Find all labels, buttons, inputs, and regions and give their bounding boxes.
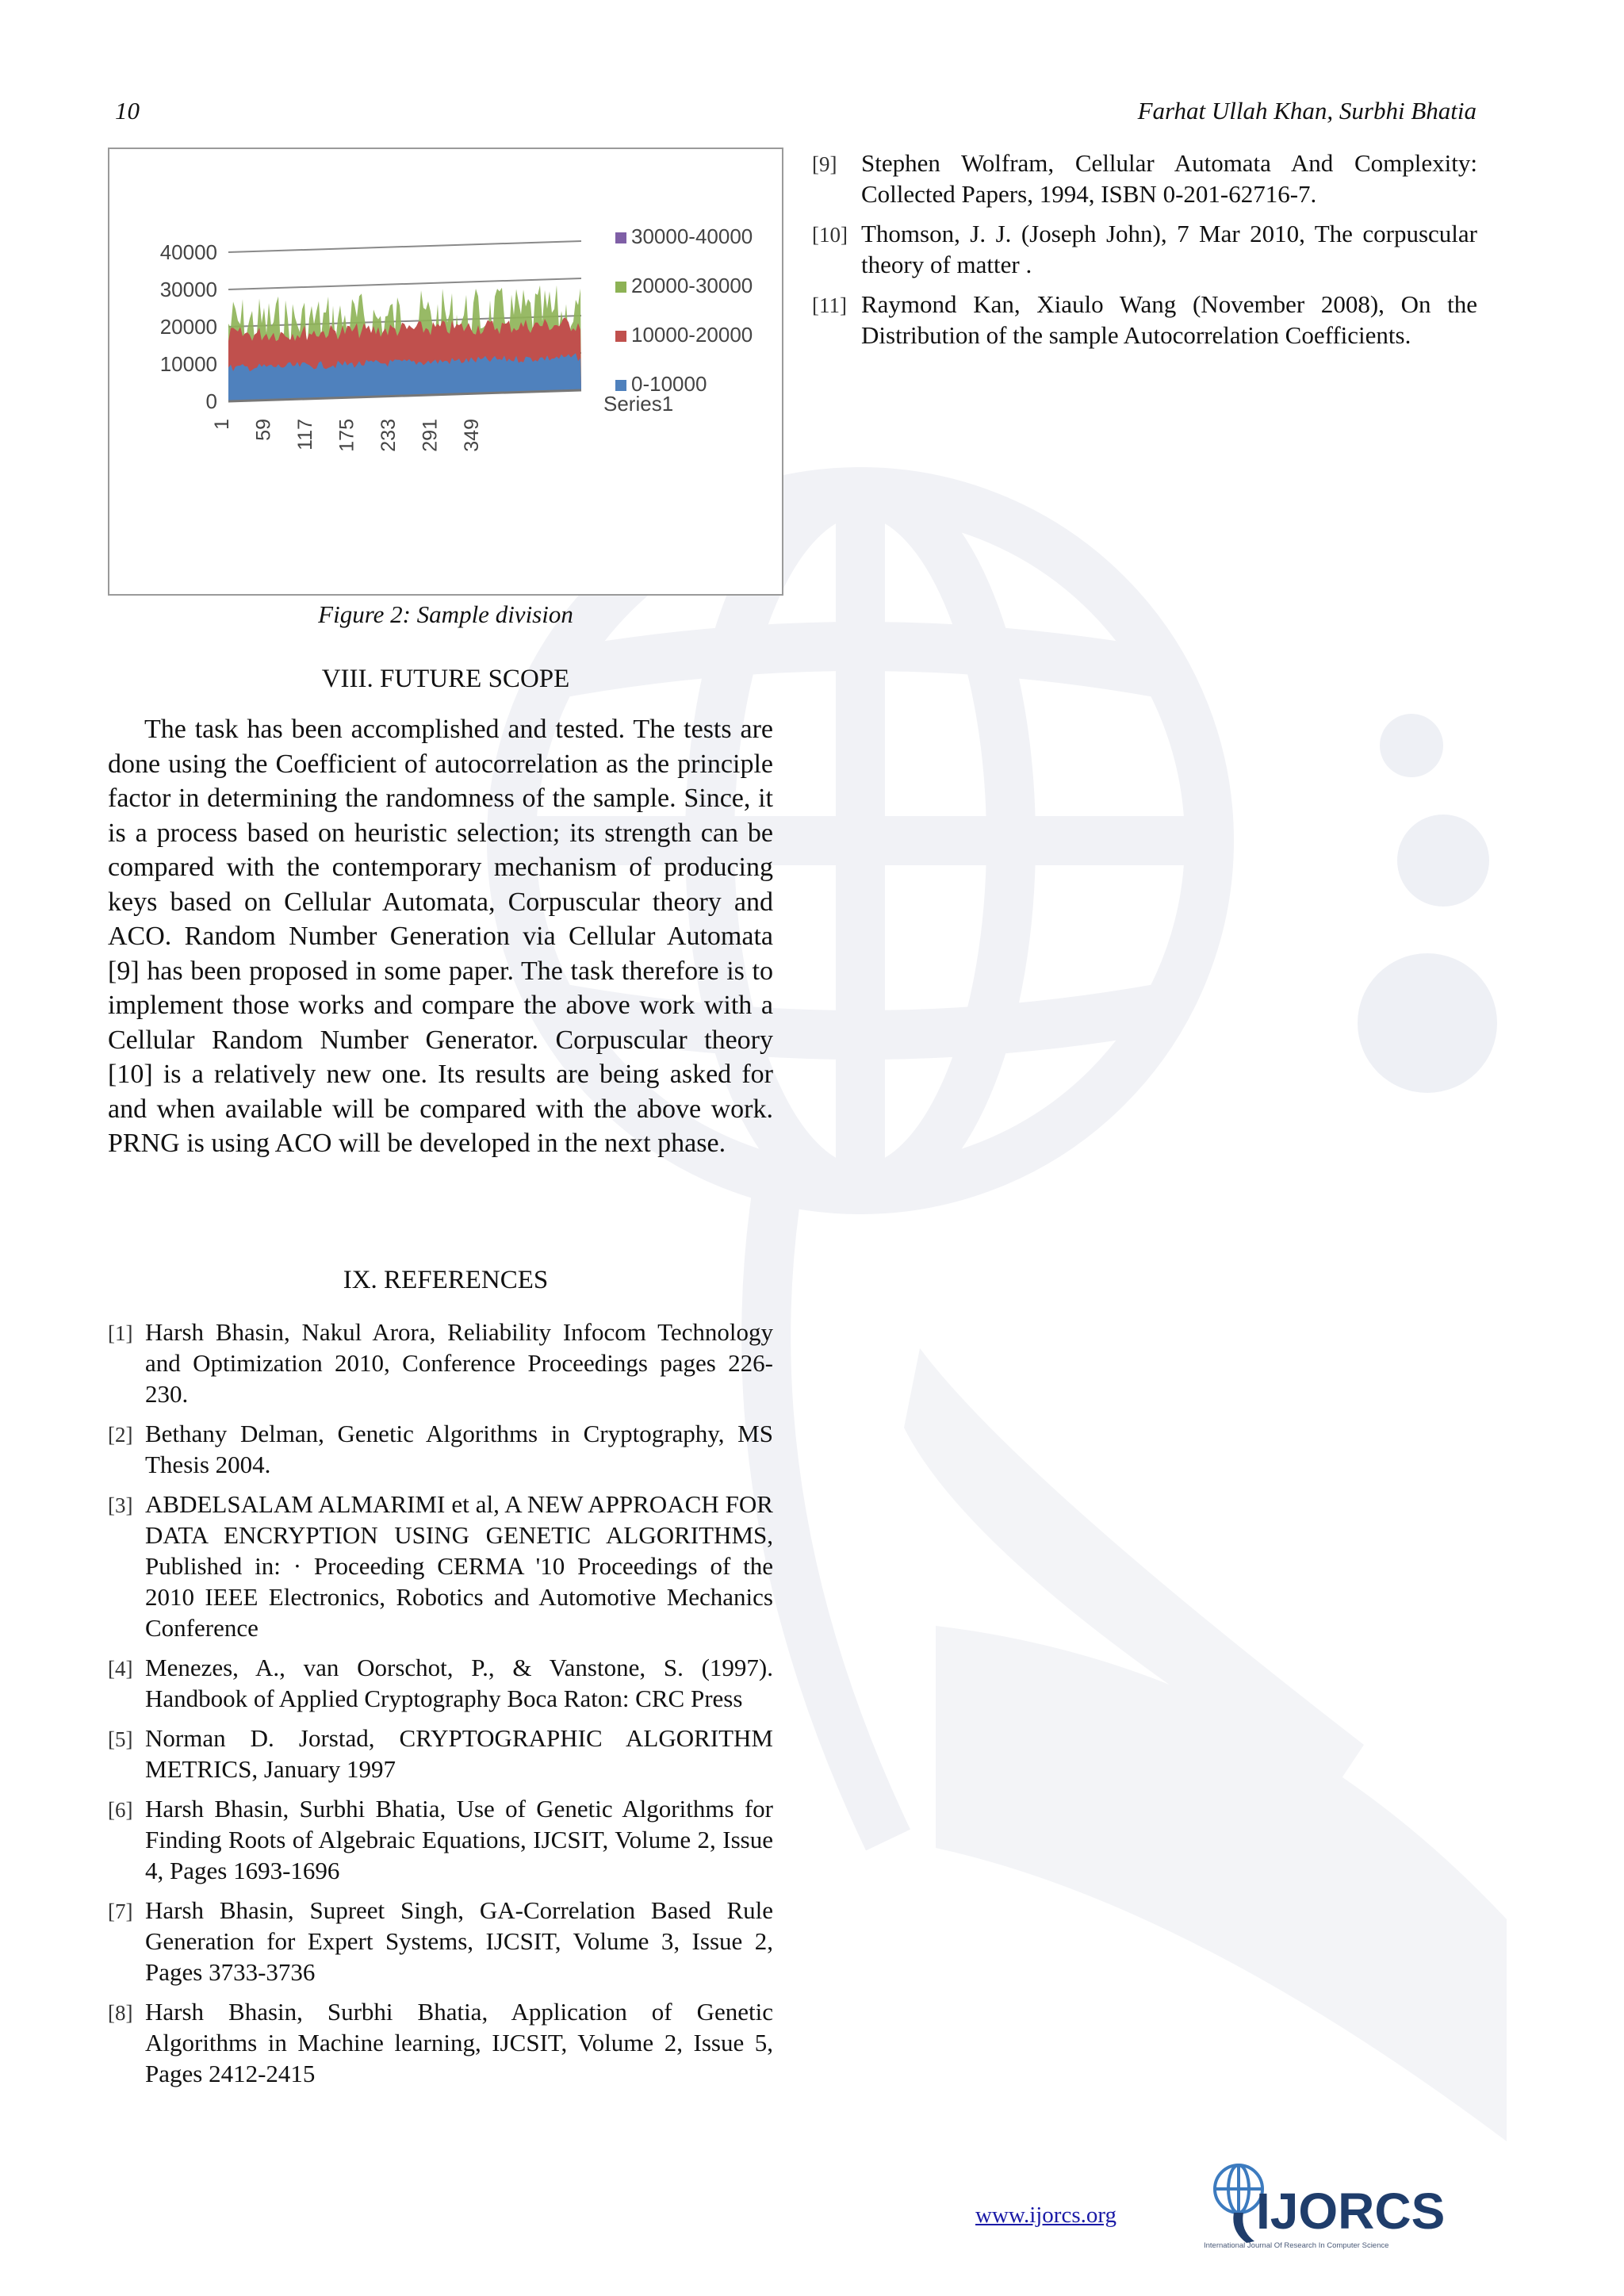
legend-label: 0-10000	[631, 372, 707, 396]
reference-text: Harsh Bhasin, Nakul Arora, Reliability Infocom Technology and Optimization 2010, Conference Proceedings pages 226- 230.	[145, 1318, 773, 1408]
references-list-left	[108, 1317, 773, 2098]
logo-wordmark: IJORCS	[1256, 2183, 1446, 2240]
references-list-right	[812, 148, 1477, 359]
reference-text: Harsh Bhasin, Surbhi Bhatia, Application of Genetic Algorithms in Machine learning, IJCSIT, Volume 2, Issue 5, Pages 2412-2415	[145, 1998, 773, 2087]
reference-item	[108, 1793, 773, 1886]
reference-number: [10]	[812, 223, 848, 247]
future-scope-paragraph: The task has been accomplished and tested. The tests are done using the Coefficient of autocorrelation as the principle factor in determining the randomness of the sample. Since, it is a process based on heuristic selection; its strength can be compared with the contemporary mechanism of producing keys based on Cellular Automata, Corpuscular theory and ACO. Random Number Generation via Cellular Automata [9] has been proposed in some paper. The task therefore is to implement those works and compare the above work with a Cellular Random Number Generator. Corpuscular theory [10] is a relatively new one. Its results are being asked for and when available will be compared with the above work. PRNG is using ACO will be developed in the next phase.	[108, 715, 773, 1158]
reference-text: Norman D. Jorstad, CRYPTOGRAPHIC ALGORITHM METRICS, January 1997	[145, 1724, 773, 1783]
legend-swatch	[615, 380, 626, 391]
legend-swatch	[615, 232, 626, 243]
x-tick-label: 175	[335, 419, 358, 452]
reference-text: Harsh Bhasin, Surbhi Bhatia, Use of Genetic Algorithms for Finding Roots of Algebraic Equations, IJCSIT, Volume 2, Issue 4, Pages 1693-1696	[145, 1795, 773, 1884]
page-number: 10	[115, 97, 140, 125]
reference-number: [9]	[812, 152, 837, 176]
x-tick-label: 1	[211, 419, 233, 430]
legend-swatch	[615, 331, 626, 342]
gridline	[228, 278, 581, 289]
reference-number: [5]	[108, 1727, 133, 1751]
x-tick-label: 349	[461, 419, 483, 452]
y-tick-label: 0	[205, 389, 217, 413]
y-tick-label: 40000	[159, 240, 217, 264]
legend-label: 10000-20000	[631, 323, 753, 347]
reference-number: [1]	[108, 1321, 133, 1345]
reference-text: Thomson, J. J. (Joseph John), 7 Mar 2010, The corpuscular theory of matter .	[861, 220, 1477, 278]
journal-website-link[interactable]: www.ijorcs.org	[975, 2202, 1117, 2228]
reference-item	[108, 1996, 773, 2089]
reference-item	[108, 1895, 773, 1987]
reference-text: Menezes, A., van Oorschot, P., & Vanstone, S. (1997). Handbook of Applied Cryptography Boca Raton: CRC Press	[145, 1654, 773, 1712]
figure-caption: Figure 2: Sample division	[318, 600, 573, 628]
section-title-future-scope: VIII. FUTURE SCOPE	[321, 665, 570, 693]
x-tick-label: 117	[294, 419, 316, 450]
reference-number: [11]	[812, 293, 847, 317]
series-label: Series1	[603, 392, 674, 416]
reference-number: [3]	[108, 1493, 133, 1517]
reference-text: Bethany Delman, Genetic Algorithms in Cryptography, MS Thesis 2004.	[145, 1420, 773, 1478]
reference-item	[812, 218, 1477, 280]
y-tick-label: 30000	[159, 278, 217, 301]
reference-item	[812, 289, 1477, 351]
legend-swatch	[615, 282, 626, 293]
reference-item	[108, 1652, 773, 1714]
reference-item	[108, 1489, 773, 1643]
gridline	[228, 241, 581, 252]
reference-text: Harsh Bhasin, Supreet Singh, GA-Correlation Based Rule Generation for Expert Systems, IJCSIT, Volume 3, Issue 2, Pages 3733-3736	[145, 1896, 773, 1986]
legend-label: 20000-30000	[631, 274, 753, 297]
reference-item	[108, 1317, 773, 1409]
running-header-authors: Farhat Ullah Khan, Surbhi Bhatia	[1137, 97, 1477, 125]
x-tick-label: 59	[252, 419, 275, 441]
y-tick-label: 20000	[159, 315, 217, 339]
reference-text: Raymond Kan, Xiaulo Wang (November 2008), On the Distribution of the sample Autocorrelation Coefficients.	[861, 290, 1477, 349]
reference-number: [6]	[108, 1798, 133, 1822]
reference-number: [2]	[108, 1423, 133, 1447]
x-tick-label: 233	[377, 419, 400, 452]
logo-subtitle: International Journal Of Research In Computer Science	[1204, 2241, 1389, 2250]
reference-text: ABDELSALAM ALMARIMI et al, A NEW APPROACH FOR DATA ENCRYPTION USING GENETIC ALGORITHMS, Published in: · Proceeding CERMA '10 Proceedings of the 2010 IEEE Electronics, Robotics and Automotive Mechanics Conference	[145, 1490, 773, 1642]
reference-item	[812, 148, 1477, 209]
reference-text: Stephen Wolfram, Cellular Automata And Complexity: Collected Papers, 1994, ISBN 0-201-62716-7.	[861, 149, 1477, 208]
reference-number: [4]	[108, 1657, 133, 1681]
reference-item	[108, 1723, 773, 1784]
reference-number: [7]	[108, 1899, 133, 1923]
y-tick-label: 10000	[159, 352, 217, 376]
reference-number: [8]	[108, 2001, 133, 2025]
ijorcs-logo	[1199, 2156, 1500, 2251]
chart-svg	[109, 149, 782, 594]
figure-chart	[108, 148, 783, 596]
legend-label: 30000-40000	[631, 224, 753, 248]
section-title-references: IX. REFERENCES	[343, 1266, 549, 1294]
reference-item	[108, 1418, 773, 1480]
x-tick-label: 291	[419, 419, 442, 452]
